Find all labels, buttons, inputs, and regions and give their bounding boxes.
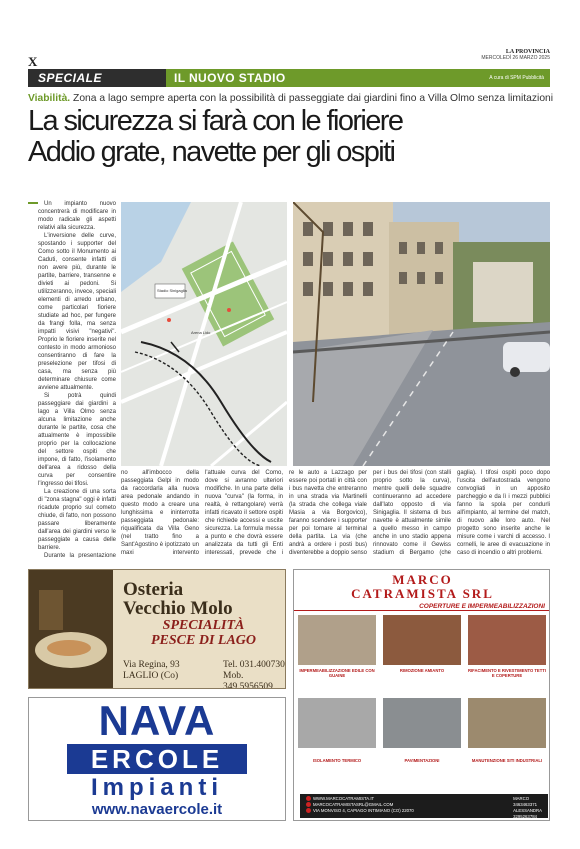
- marco-contact-bar: [300, 794, 548, 818]
- section-title: IL NUOVO STADIO: [174, 71, 286, 85]
- marco-subtitle: COPERTURE E IMPERMEABILIZZAZIONI: [294, 603, 550, 611]
- address-line-1: Via Regina, 93: [123, 660, 180, 670]
- phone-number-2: 3295263784: [513, 814, 537, 819]
- service-caption: IMPERMEABILIZZAZIONE EDILE CON GUAINE: [299, 668, 375, 678]
- service-photo: [383, 698, 461, 748]
- service-caption: ISOLAMENTO TERMICO: [312, 758, 362, 763]
- article-column-1: [38, 200, 116, 558]
- headline-line-1: La sicurezza si farà con le fioriere: [28, 105, 403, 137]
- issue-date: MERCOLEDÌ 26 MARZO 2025: [481, 55, 550, 61]
- service-photo: [383, 615, 461, 665]
- marco-email[interactable]: MARCOCATRAMISTASRL@GMAIL.COM: [313, 802, 394, 807]
- globe-icon: [306, 796, 311, 801]
- marco-address: VIA MONVISO 4, CAPIAGO INTIMIANO (CO) 22070: [313, 808, 414, 813]
- service-caption: RIMOZIONE AMIANTO: [399, 668, 445, 673]
- location-icon: [306, 808, 311, 813]
- headline: [28, 106, 402, 168]
- impianti-text: Impianti: [90, 774, 223, 801]
- osteria-speciality: [151, 618, 256, 648]
- nava-ercole-ad: [28, 697, 286, 821]
- address-line-2: LAGLIO (Co): [123, 671, 179, 681]
- phone-number-1: 3463463371: [513, 802, 537, 807]
- osteria-name-line-2: Vecchio Molo: [123, 598, 233, 619]
- article-column-6: gaglia). I tifosi ospiti poco dopo l'uscita dell'autostrada vengono convogliati in un apposito parcheggio e da lì i mezzi pubblici fanno la spola per condurli all'impianto, al termine del match, di nuovo alle loro auto. Nel progetto sono inserite anche le misure come i varchi di accesso. I cornelli, le aree di evacuazione in caso di incendio o altri problemi.: [457, 470, 550, 556]
- marco-title: [294, 573, 550, 601]
- osteria-address: [123, 660, 180, 682]
- paragraph: L'inversione delle curve, spostando i supporter del Como sotto il Monumento ai Caduti, consente infatti di non avere più, durante le partite, barriere, transenne e divieti ai pedoni. Si utilizzeranno, invece, speciali elementi di arredo urbano, come particolari fioriere studiate ad hoc, per fungere da frangi folla, ma senza impatti visivi "negativi". Proprio le fioriere inserite nel contesto in modo armonioso consentiranno di fare la preselezione per tifosi di casa, ma senza più determinare chiusure come avviene attualmente.: [38, 233, 116, 391]
- article-column-2: no all'imbocco della passeggiata Gelpi in modo da raccordarla alla nuova area pedonale andando in questo modo a creare una lunghissima e ininterrotta passeggiata pedonale: riqualificata da Villa Geno (nel tratto fino a Sant'Agostino è ipotizzato un maxi intervento: [121, 470, 199, 556]
- osteria-phones: [223, 660, 285, 689]
- kicker-text: Zona a lago sempre aperta con la possibilità di passeggiate dai giardini fino a Villa Olmo senza limitazioni: [70, 93, 554, 104]
- marco-website[interactable]: WWW.MARCOCATRAMISTA.IT: [313, 796, 375, 801]
- map-label: Stadio Sinigaglia: [157, 288, 187, 293]
- nava-logo-text: NAVA: [98, 697, 216, 744]
- address-row: [306, 808, 542, 814]
- lead-rule: [28, 202, 38, 204]
- ad-photo: [29, 570, 113, 689]
- headline-line-2: Addio grate, navette per gli ospiti: [28, 136, 395, 168]
- article-column-3: l'attuale curva del Como, dove si avranno ulteriori modifiche. In una parte della nuova "curva" (la forma, in realtà, è rettangolare) verrà infatti ricavato il settore ospiti che richiede accessi e uscite sicurezza. La formula messa a punto e che dovrà essere analizzata da tutti gli Enti interessati, prevede che i: [205, 470, 283, 556]
- service-caption: MANUTENZIONE SITI INDUSTRIALI: [471, 758, 543, 763]
- section-bar: [28, 69, 550, 87]
- street-photo: [293, 202, 550, 466]
- masthead: [481, 49, 550, 61]
- map-label: Arena Lido: [191, 330, 211, 335]
- section-credit: A cura di SPM Pubblicità: [489, 75, 544, 81]
- service-photo: [298, 615, 376, 665]
- service-photo: [468, 615, 546, 665]
- article-column-5: per i bus dei tifosi (con stalli proprio sotto la curva), mentre quelli delle squadre continueranno ad accedere dall'lato opposto di via Sinigaglia. Il sistema di bus navette è attualmente simile a quello messo in campo anche in uno stadio appena rinnovato come il Gewiss stadium di Bergamo (che: [373, 470, 451, 556]
- paragraph: Durante la presentazione: [44, 553, 116, 558]
- speciality-line-1: SPECIALITÀ: [162, 618, 245, 633]
- marco-title-line-1: MARCO: [392, 572, 453, 587]
- osteria-ad: [28, 569, 286, 689]
- phone-line-1: Tel. 031.400730: [223, 660, 285, 670]
- phone-name-2: ALESSANDRA: [513, 808, 542, 813]
- marco-phones: [513, 796, 542, 820]
- ercole-logo-text: ERCOLE: [67, 744, 247, 774]
- marco-catramista-ad: [293, 569, 550, 821]
- photo-graphic: [293, 202, 550, 466]
- newspaper-name: LA PROVINCIA: [505, 49, 550, 55]
- service-photo: [298, 698, 376, 748]
- speciality-line-2: PESCE DI LAGO: [151, 633, 257, 648]
- article-column-4: re le auto a Lazzago per essere poi portati in città con i bus navetta che entreranno in una strada via Martinelli (la strada che collega viale Masia a via Borgovico), faranno scendere i supporter per poi tornare al terminal della partita. La via (che andrà a ordere i posti bus) diventerebbe a doppio senso: [289, 470, 367, 556]
- section-label: SPECIALE: [28, 69, 166, 87]
- paragraph: La creazione di una sorta di "zona stagna" oggi è infatti ricadute proprio sul cometo chiude, di fatto, non possono passare liberamente dall'area dei giardini verso le passeggiate a causa delle barriere.: [38, 489, 116, 551]
- marco-title-line-2: CATRAMISTA SRL: [351, 586, 494, 601]
- osteria-name-line-1: Osteria: [123, 579, 184, 600]
- service-photo: [468, 698, 546, 748]
- phone-line-2: Mob. 349.5956509: [223, 671, 273, 689]
- nava-url: www.navaercole.it: [91, 801, 223, 818]
- kicker-topic: Viabilità.: [28, 93, 71, 104]
- mail-icon: [306, 802, 311, 807]
- paragraph: Si potrà quindi passeggiare dai giardini a lago a Villa Olmo senza alcuna limitazione anche durante le partite, cosa che attualmente è impossibile proprio per la collocazione del settore ospiti che impone, di fatto, l'isolamento dell'area a ridosso della curva per consentire l'ingresso dei tifosi.: [38, 393, 116, 487]
- paragraph: Un impianto nuovo concentrerà di modificare in modo radicale gli aspetti relativi alla sicurezza.: [38, 201, 116, 231]
- osteria-name: [123, 580, 233, 618]
- page-number: X: [28, 54, 38, 69]
- fish-dish-image: [29, 570, 113, 689]
- service-caption: PAVIMENTAZIONI: [404, 758, 440, 763]
- phone-name-1: MARCO: [513, 796, 530, 801]
- stadium-map: [121, 202, 287, 466]
- service-caption: RIFACIMENTO E RIVESTIMENTO TETTI E COPERTURE: [467, 668, 547, 678]
- kicker: [28, 93, 553, 104]
